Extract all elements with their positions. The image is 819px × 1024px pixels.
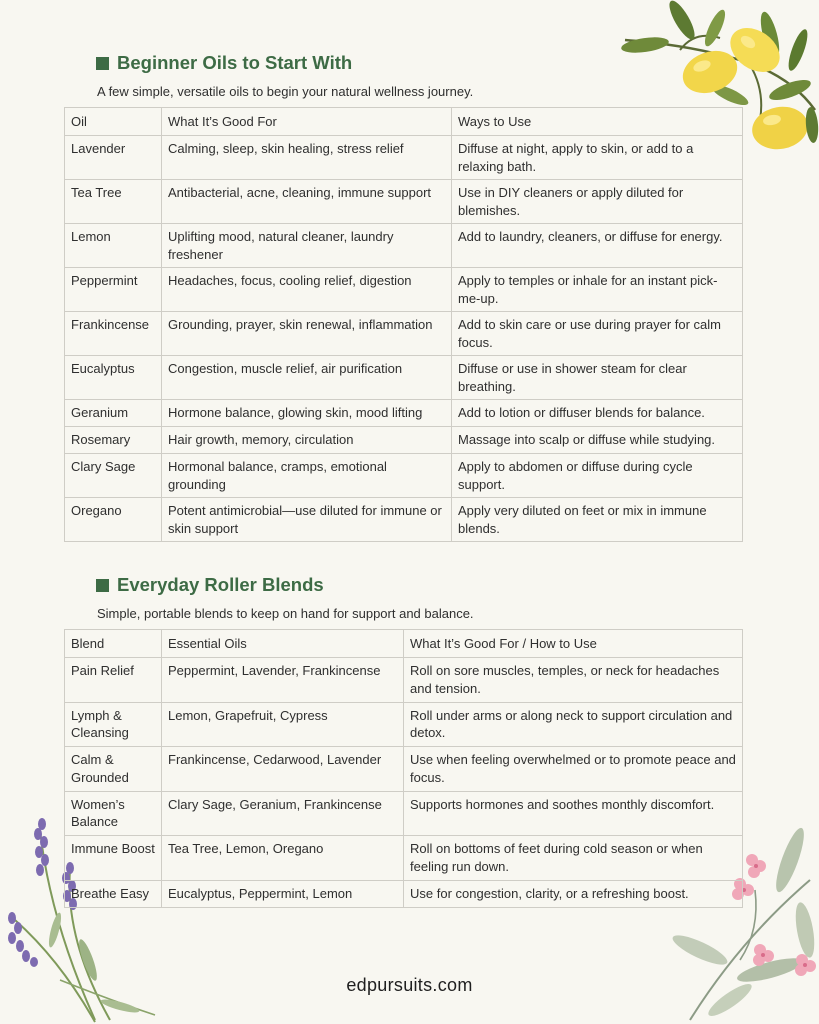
column-header-how-to-use: What It’s Good For / How to Use — [404, 630, 743, 658]
table-row — [65, 454, 743, 498]
blend-use: Roll on bottoms of feet during cold season or when feeling run down. — [404, 836, 743, 881]
table-row — [65, 498, 743, 542]
oil-use: Add to skin care or use during prayer for calm focus. — [452, 312, 743, 356]
oil-good-for: Hormonal balance, cramps, emotional grounding — [162, 454, 452, 498]
oil-good-for: Hormone balance, glowing skin, mood lifting — [162, 400, 452, 427]
oil-use: Diffuse or use in shower steam for clear breathing. — [452, 356, 743, 400]
oil-good-for: Hair growth, memory, circulation — [162, 427, 452, 454]
blend-use: Supports hormones and soothes monthly discomfort. — [404, 791, 743, 836]
oil-use: Apply to temples or inhale for an instant pick-me-up. — [452, 268, 743, 312]
table-row — [65, 356, 743, 400]
column-header-ways-to-use: Ways to Use — [452, 108, 743, 136]
blends-section-intro: Simple, portable blends to keep on hand for support and balance. — [97, 606, 474, 621]
oil-name: Geranium — [65, 400, 162, 427]
oil-use: Massage into scalp or diffuse while studying. — [452, 427, 743, 454]
oil-name: Clary Sage — [65, 454, 162, 498]
oil-name: Frankincense — [65, 312, 162, 356]
table-row — [65, 224, 743, 268]
oil-use: Use in DIY cleaners or apply diluted for blemishes. — [452, 180, 743, 224]
table-row — [65, 791, 743, 836]
oil-name: Oregano — [65, 498, 162, 542]
roller-blends-table — [64, 629, 743, 908]
blend-name: Immune Boost — [65, 836, 162, 881]
table-row — [65, 136, 743, 180]
oil-use: Diffuse at night, apply to skin, or add to a relaxing bath. — [452, 136, 743, 180]
oils-section-title — [96, 52, 352, 74]
table-row — [65, 880, 743, 907]
blend-oils: Lemon, Grapefruit, Cypress — [162, 702, 404, 747]
table-row — [65, 268, 743, 312]
oils-section-intro: A few simple, versatile oils to begin your natural wellness journey. — [97, 84, 474, 99]
footer-website[interactable]: edpursuits.com — [346, 975, 473, 995]
table-row — [65, 702, 743, 747]
blend-name: Women’s Balance — [65, 791, 162, 836]
table-row — [65, 836, 743, 881]
blend-use: Roll on sore muscles, temples, or neck for headaches and tension. — [404, 658, 743, 703]
oil-good-for: Calming, sleep, skin healing, stress relief — [162, 136, 452, 180]
blend-oils: Frankincense, Cedarwood, Lavender — [162, 747, 404, 792]
oil-good-for: Congestion, muscle relief, air purification — [162, 356, 452, 400]
table-header-row — [65, 108, 743, 136]
blends-section-title-text: Everyday Roller Blends — [117, 574, 324, 595]
oil-name: Tea Tree — [65, 180, 162, 224]
oil-name: Rosemary — [65, 427, 162, 454]
oil-good-for: Headaches, focus, cooling relief, digestion — [162, 268, 452, 312]
table-row — [65, 658, 743, 703]
blend-name: Breathe Easy — [65, 880, 162, 907]
blend-oils: Clary Sage, Geranium, Frankincense — [162, 791, 404, 836]
oil-use: Add to laundry, cleaners, or diffuse for energy. — [452, 224, 743, 268]
table-row — [65, 747, 743, 792]
blends-section-title — [96, 574, 324, 596]
oil-good-for: Grounding, prayer, skin renewal, inflammation — [162, 312, 452, 356]
column-header-oil: Oil — [65, 108, 162, 136]
oil-good-for: Potent antimicrobial—use diluted for immune or skin support — [162, 498, 452, 542]
oil-use: Apply to abdomen or diffuse during cycle support. — [452, 454, 743, 498]
oil-good-for: Uplifting mood, natural cleaner, laundry freshener — [162, 224, 452, 268]
oil-name: Eucalyptus — [65, 356, 162, 400]
blend-oils: Peppermint, Lavender, Frankincense — [162, 658, 404, 703]
title-square-icon — [96, 579, 109, 592]
blend-oils: Tea Tree, Lemon, Oregano — [162, 836, 404, 881]
oil-use: Apply very diluted on feet or mix in immune blends. — [452, 498, 743, 542]
column-header-good-for: What It’s Good For — [162, 108, 452, 136]
oil-good-for: Antibacterial, acne, cleaning, immune support — [162, 180, 452, 224]
beginner-oils-table — [64, 107, 743, 542]
column-header-essential-oils: Essential Oils — [162, 630, 404, 658]
blend-name: Calm & Grounded — [65, 747, 162, 792]
blend-name: Pain Relief — [65, 658, 162, 703]
title-square-icon — [96, 57, 109, 70]
table-row — [65, 312, 743, 356]
oil-name: Peppermint — [65, 268, 162, 312]
oil-use: Add to lotion or diffuser blends for balance. — [452, 400, 743, 427]
oil-name: Lemon — [65, 224, 162, 268]
table-row — [65, 400, 743, 427]
table-row — [65, 180, 743, 224]
blend-use: Use when feeling overwhelmed or to promote peace and focus. — [404, 747, 743, 792]
oils-section-title-text: Beginner Oils to Start With — [117, 52, 353, 73]
blend-use: Use for congestion, clarity, or a refreshing boost. — [404, 880, 743, 907]
column-header-blend: Blend — [65, 630, 162, 658]
table-header-row — [65, 630, 743, 658]
blend-name: Lymph & Cleansing — [65, 702, 162, 747]
table-row — [65, 427, 743, 454]
oil-name: Lavender — [65, 136, 162, 180]
blend-use: Roll under arms or along neck to support circulation and detox. — [404, 702, 743, 747]
blend-oils: Eucalyptus, Peppermint, Lemon — [162, 880, 404, 907]
